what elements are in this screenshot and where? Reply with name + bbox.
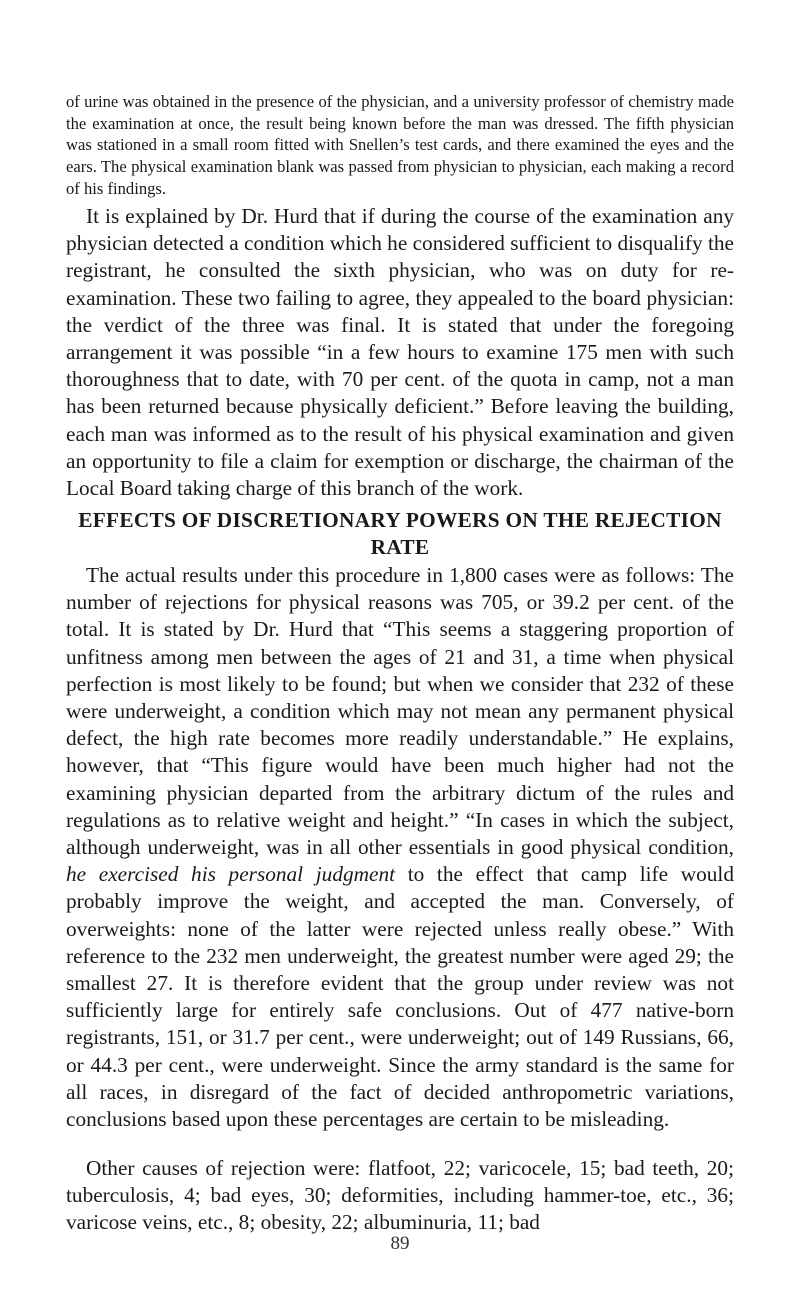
paragraph-examination-procedure: It is explained by Dr. Hurd that if during the course of the examination any physician detected a condition which he considered sufficient to disqualify the registrant, he consulted the sixth physician, who was on duty for re-examination. These two failing to agree, they appealed to the board physician: the verdict of the three was final. It is stated that under the foregoing arrangement it was possible “in a few hours to examine 175 men with such thoroughness that to date, with 70 per cent. of the quota in camp, not a man has been returned because physically deficient.” Before leaving the building, each man was informed as to the result of his physical examination and given an opportunity to file a claim for exemption or discharge, the chairman of the Local Board taking charge of this branch of the work. bbox=[66, 204, 734, 501]
paragraph-continued: of urine was obtained in the presence of the physician, and a university professor of chemistry made the examination at once, the result being known before the man was dressed. The fifth physician was stationed in a small room fitted with Snellen’s test cards, and there examined the eyes and the ears. The physical examination blank was passed from physician to physician, each making a record of his findings. bbox=[66, 92, 734, 198]
paragraph-text-start: The actual results under this procedure in 1,800 cases were as follows: The number of rejections for physical reasons was 705, or 39.2 per cent. of the total. It is stated by Dr. Hurd that “This seems a staggering proportion of unfitness among men between the ages of 21 and 31, a time when physical perfection is most likely to be found; but when we consider that 232 of these were underweight, a condition which may not mean any permanent physical defect, the high rate becomes more readily understandable.” He explains, however, that “This figure would have been much higher had not the examining physician departed from the arbitrary dictum of the rules and regulations as to relative weight and height.” “In cases in which the subject, although underweight, was in all other essentials in good physical condition, bbox=[66, 563, 734, 860]
page-number: 89 bbox=[390, 1233, 410, 1254]
paragraph-other-causes: Other causes of rejection were: flatfoot, 22; varicocele, 15; bad teeth, 20; tuberculosis, 4; bad eyes, 30; deformities, including hammer-toe, etc., 36; varicose veins, etc., 8; obesity, 22; albuminuria, 11; bad bbox=[66, 1156, 734, 1235]
italic-phrase: he exercised his personal judgment bbox=[66, 862, 396, 887]
paragraph-text-end: to the effect that camp life would probably improve the weight, and accepted the man. Conversely, of overweights: none of the latter were rejected unless really obese.” With reference to the 232 men underweight, the greatest number were aged 29; the smallest 27. It is therefore evident that the group under review was not sufficiently large for entirely safe conclusions. Out of 477 native-born registrants, 151, or 31.7 per cent., were underweight; out of 149 Russians, 66, or 44.3 per cent., were underweight. Since the army standard is the same for all races, in disregard of the fact of decided anthropometric variations, conclusions based upon these percentages are certain to be misleading. bbox=[66, 862, 734, 1132]
section-heading: EFFECTS OF DISCRETIONARY POWERS ON THE REJECTION RATE bbox=[78, 508, 722, 560]
paragraph-rejection-results bbox=[66, 562, 734, 1133]
